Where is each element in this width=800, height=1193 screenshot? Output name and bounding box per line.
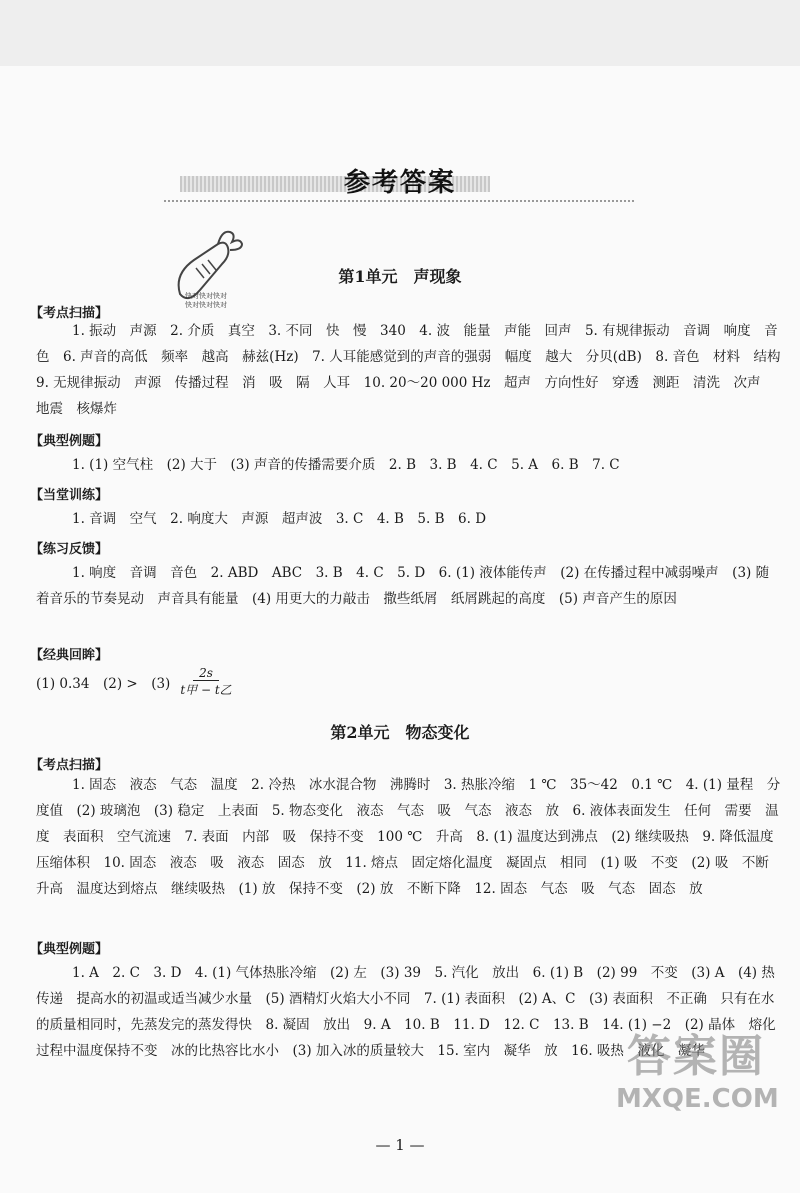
section-heading: 【考点扫描】 bbox=[30, 306, 109, 321]
section-heading: 【典型例题】 bbox=[30, 434, 109, 449]
fraction-numerator: 2s bbox=[193, 666, 219, 681]
answer-paragraph: 1. A 2. C 3. D 4. (1) 气体热胀冷缩 (2) 左 (3) 39 5. 汽化 放出 6. (1) B (2) 99 不变 (3) A (4) 热传递 提高水的初温或适当减少水量 (5) 酒精灯火焰大小不同 7. (1) 表面积 (2) A、C (3) 表面积 不正确 只有在水的质量相同时，先蒸发完的蒸发得快 8. 凝固 放出 9. A 10. B 11. D 12. C 13. B 14. (1) −2 (2) 晶体 熔化过程中温度保持不变 冰的比热容比水小 (3) 加入冰的质量较大 15. 室内 凝华 放 16. 吸热 液化 凝华 bbox=[36, 965, 776, 1059]
viewer-toolbar bbox=[0, 0, 800, 66]
answer-paragraph: 1. 响度 音调 音色 2. ABD ABC 3. B 4. C 5. D 6. (1) 液体能传声 (2) 在传播过程中减弱噪声 (3) 随着音乐的节奏晃动 声音具有能量 (4) 用更大的力敲击 撒些纸屑 纸屑跳起的高度 (5) 声音产生的原因 bbox=[36, 565, 770, 607]
page-number: — 1 — bbox=[375, 1136, 425, 1154]
section-heading: 【典型例题】 bbox=[30, 942, 109, 957]
title-divider bbox=[164, 200, 634, 202]
answer-paragraph: 1. 音调 空气 2. 响度大 声源 超声波 3. C 4. B 5. B 6. D bbox=[72, 511, 487, 527]
answer-paragraph: 1. 固态 液态 气态 温度 2. 冷热 冰水混合物 沸腾时 3. 热胀冷缩 1 ℃ 35～42 0.1 ℃ 4. (1) 量程 分度值 (2) 玻璃泡 (3) 稳定 上表面 5. 物态变化 液态 气态 吸 气态 液态 放 6. 液体表面发生 任何 需要 温度 表面积 空气流速 7. 表面 内部 吸 保持不变 100 ℃ 升高 8. (1) 温度达到沸点 (2) 继续吸热 9. 降低温度 压缩体积 10. 固态 液态 吸 液态 固态 放 11. 熔点 固定熔化温度 凝固点 相同 (1) 吸 不变 (2) 吸 不断升高 温度达到熔点 继续吸热 (1) 放 保持不变 (2) 放 不断下降 12. 固态 气态 吸 气态 固态 放 bbox=[36, 777, 788, 897]
mascot-caption-line: 快对快对快对 bbox=[185, 292, 227, 300]
answer-paragraph: 1. 振动 声源 2. 介质 真空 3. 不同 快 慢 340 4. 波 能量 声能 回声 5. 有规律振动 音调 响度 音色 6. 声音的高低 频率 越高 赫兹(Hz) 7. 人耳能感觉到的声音的强弱 幅度 越大 分贝(dB) 8. 音色 材料 结构 9. 无规律振动 声源 传播过程 消 吸 隔 人耳 10. 20～20 000 Hz 超声 方向性好 穿透 测距 清洗 次声 地震 核爆炸 bbox=[36, 323, 795, 417]
page-title: 参考答案 bbox=[343, 168, 456, 198]
watermark-url: MXQE.COM bbox=[616, 1084, 779, 1114]
watermark-logo-text: 答案圈 bbox=[627, 1031, 765, 1082]
section-heading: 【考点扫描】 bbox=[30, 758, 109, 773]
section-heading: 【当堂训练】 bbox=[30, 488, 109, 503]
formula-answer bbox=[36, 666, 238, 698]
answer-paragraph: 1. (1) 空气柱 (2) 大于 (3) 声音的传播需要介质 2. B 3. B 4. C 5. A 6. B 7. C bbox=[72, 457, 620, 473]
document-page bbox=[0, 66, 800, 1193]
title-block bbox=[160, 162, 640, 202]
mascot-caption bbox=[166, 292, 246, 310]
section-heading: 【经典回眸】 bbox=[30, 648, 109, 663]
unit-1-title: 第1单元 声现象 bbox=[338, 267, 462, 286]
watermark-stamp bbox=[616, 1030, 779, 1130]
formula-prefix: (1) 0.34 (2) > (3) bbox=[36, 676, 171, 692]
section-heading: 【练习反馈】 bbox=[30, 542, 109, 557]
fraction-denominator: t甲 − t乙 bbox=[180, 683, 232, 697]
fraction bbox=[174, 666, 237, 698]
unit-2-title: 第2单元 物态变化 bbox=[330, 723, 470, 742]
mascot-caption-line: 快对快对快对 bbox=[185, 301, 227, 309]
